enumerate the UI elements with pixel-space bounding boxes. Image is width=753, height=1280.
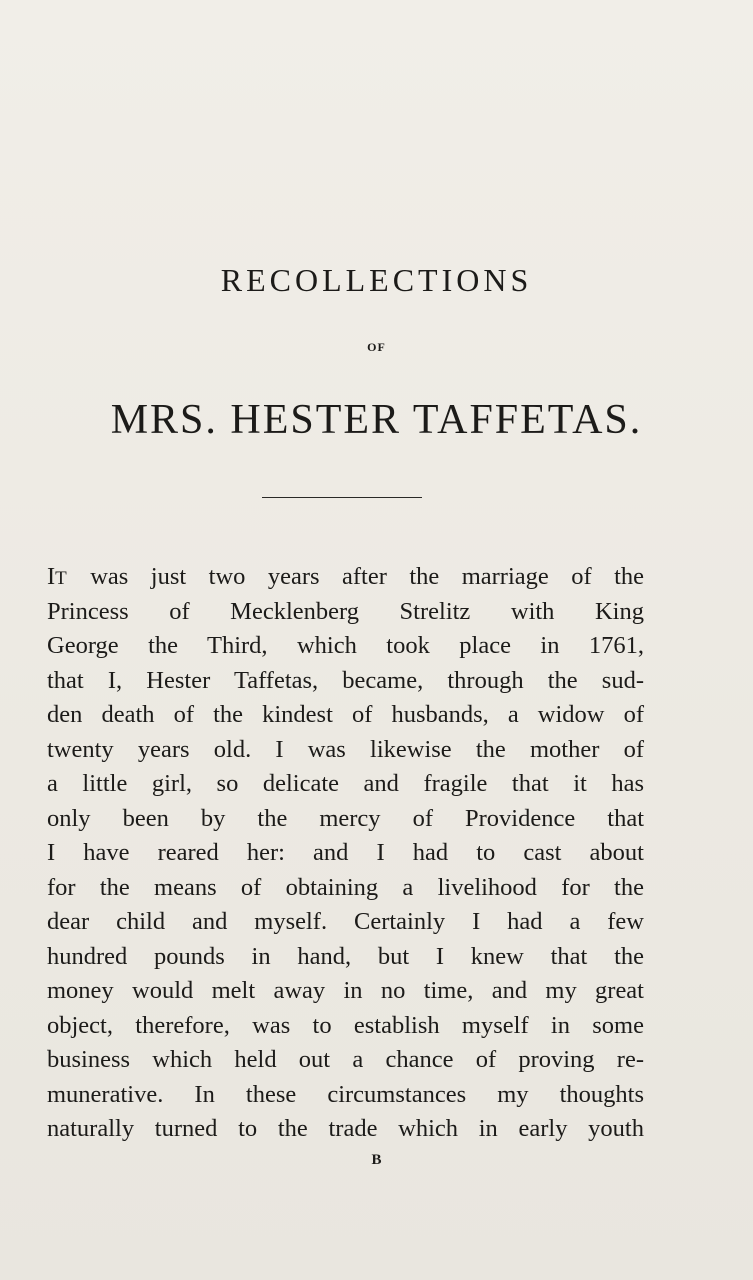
text-line: dear child and myself. Certainly I had a few (47, 908, 644, 935)
text-line: money would melt away in no time, and my great (47, 977, 644, 1004)
title-rule (262, 497, 422, 498)
text-line: only been by the mercy of Providence that (47, 804, 644, 832)
text-line: munerative. In these circumstances my thoughts (47, 1080, 644, 1108)
text-line: that I, Hester Taffetas, became, through the sud- (47, 666, 644, 694)
text-line: business which held out a chance of proving re- (47, 1046, 644, 1073)
title-connector: OF (367, 340, 386, 354)
text-line: a little girl, so delicate and fragile that it has (47, 770, 644, 797)
signature-mark: B (371, 1152, 382, 1168)
text-line (47, 560, 644, 595)
small-cap: T (55, 568, 68, 589)
text-line: naturally turned to the trade which in early youth (47, 1115, 644, 1142)
text-line: twenty years old. I was likewise the mother of (47, 735, 644, 763)
page-subtitle: MRS. HESTER TAFFETAS. (110, 397, 643, 443)
text-line: hundred pounds in hand, but I knew that the (47, 942, 644, 970)
page-title: RECOLLECTIONS (220, 262, 533, 298)
text-line: for the means of obtaining a livelihood for the (47, 873, 644, 901)
text-line: I have reared her: and I had to cast about (47, 839, 644, 866)
text-line: den death of the kindest of husbands, a widow of (47, 701, 644, 728)
body-text (47, 560, 644, 1147)
text-line: Princess of Mecklenberg Strelitz with King (47, 597, 644, 625)
text-line: object, therefore, was to establish myself in some (47, 1011, 644, 1039)
drop-cap: I (47, 563, 56, 590)
text-line-content: was just two years after the marriage of the (67, 563, 644, 590)
text-line: George the Third, which took place in 1761, (47, 632, 644, 659)
